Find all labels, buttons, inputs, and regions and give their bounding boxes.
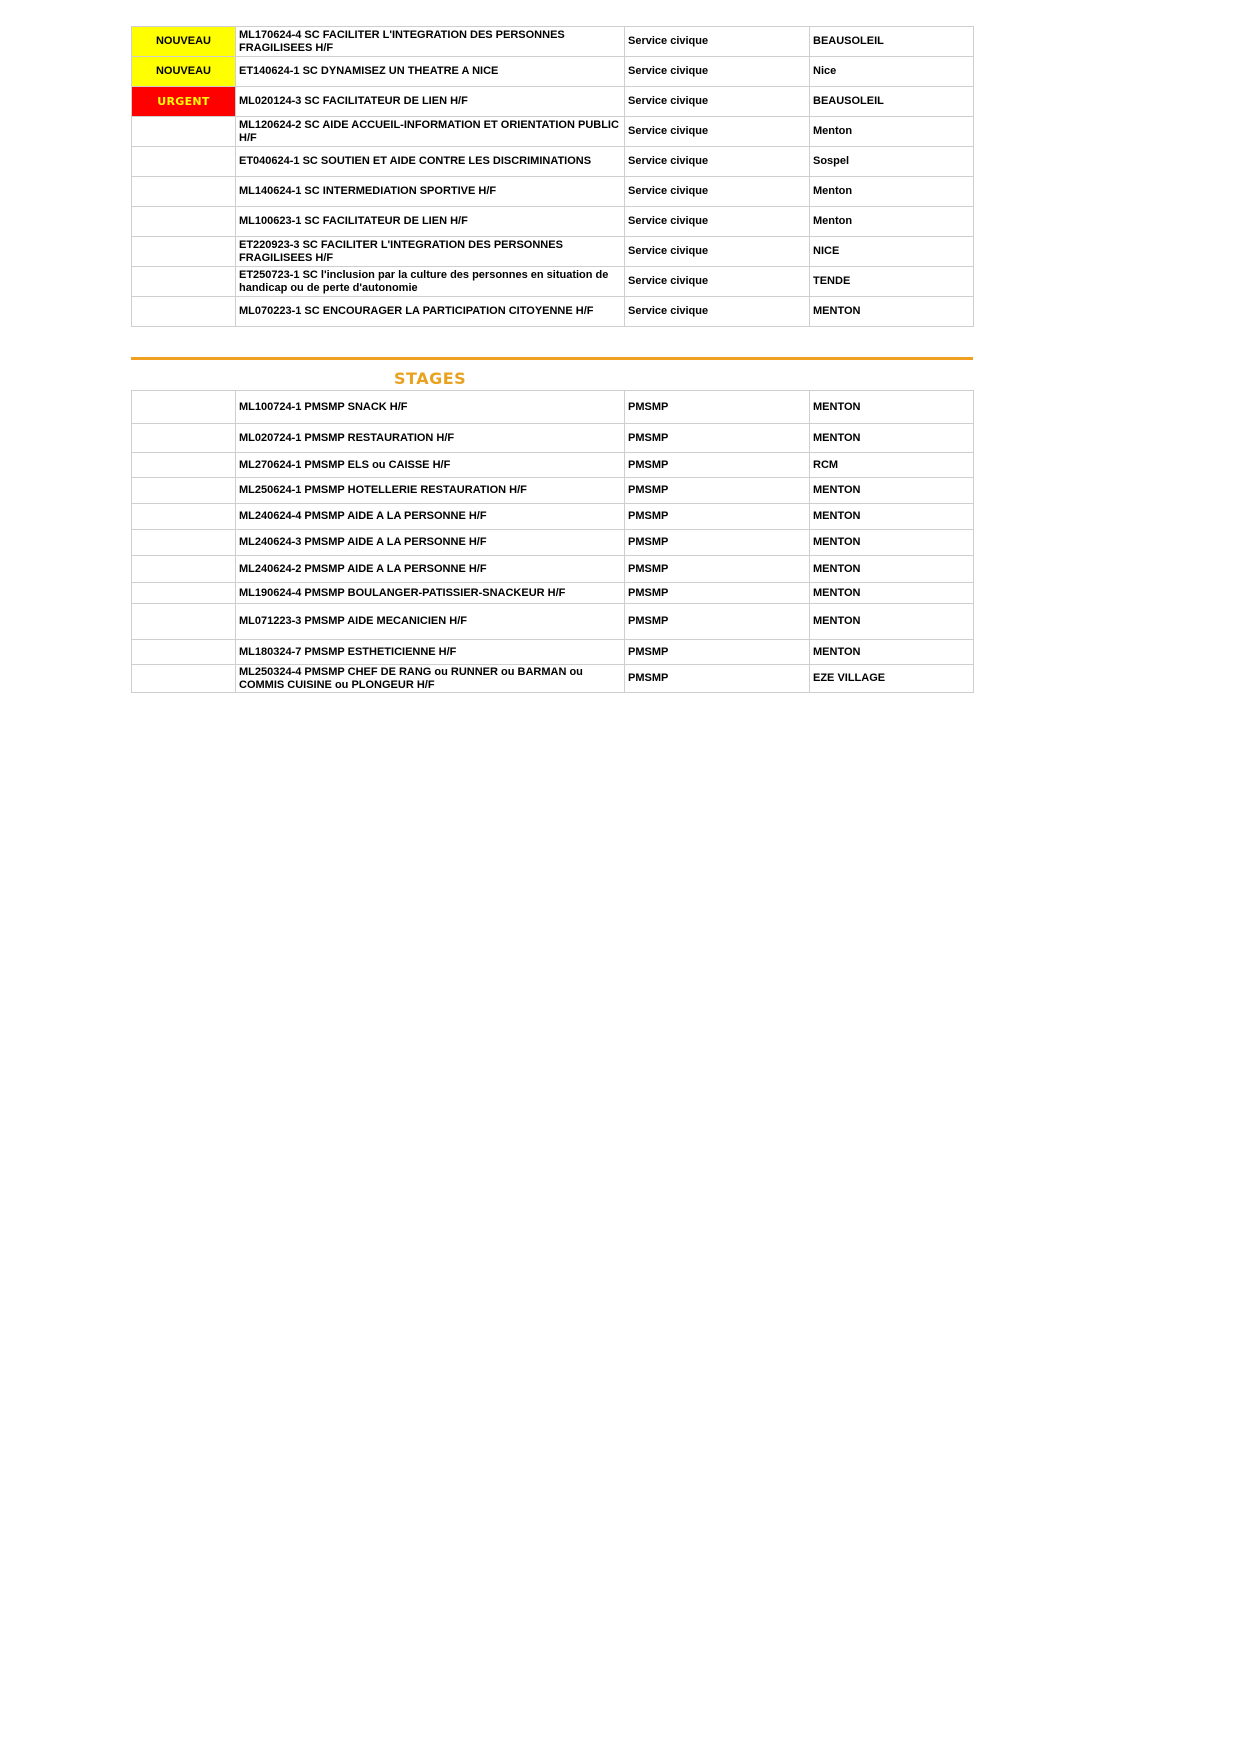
stages-table bbox=[131, 390, 974, 693]
table-row bbox=[132, 57, 974, 87]
empty-badge-cell bbox=[132, 237, 236, 267]
table-row bbox=[132, 640, 974, 665]
table-row bbox=[132, 478, 974, 504]
offer-location: NICE bbox=[810, 237, 974, 267]
table-row bbox=[132, 530, 974, 556]
table-row bbox=[132, 147, 974, 177]
empty-badge-cell bbox=[132, 453, 236, 478]
offer-type: Service civique bbox=[625, 297, 810, 327]
table-row bbox=[132, 424, 974, 453]
offer-type: PMSMP bbox=[625, 604, 810, 640]
empty-badge-cell bbox=[132, 267, 236, 297]
nouveau-badge: NOUVEAU bbox=[132, 57, 236, 87]
offer-location: MENTON bbox=[810, 530, 974, 556]
offer-location: BEAUSOLEIL bbox=[810, 27, 974, 57]
section-divider bbox=[131, 357, 973, 360]
empty-badge-cell bbox=[132, 604, 236, 640]
offer-type: Service civique bbox=[625, 177, 810, 207]
offer-type: PMSMP bbox=[625, 504, 810, 530]
table-row bbox=[132, 237, 974, 267]
offer-title[interactable]: ML020124-3 SC FACILITATEUR DE LIEN H/F bbox=[236, 87, 625, 117]
offer-location: Menton bbox=[810, 207, 974, 237]
table-row bbox=[132, 117, 974, 147]
offer-type: Service civique bbox=[625, 87, 810, 117]
offer-title[interactable]: ET140624-1 SC DYNAMISEZ UN THEATRE A NICE bbox=[236, 57, 625, 87]
table-row bbox=[132, 27, 974, 57]
empty-badge-cell bbox=[132, 665, 236, 693]
offer-type: PMSMP bbox=[625, 424, 810, 453]
offer-location: BEAUSOLEIL bbox=[810, 87, 974, 117]
offer-location: Sospel bbox=[810, 147, 974, 177]
offer-type: PMSMP bbox=[625, 391, 810, 424]
offer-title[interactable]: ML250624-1 PMSMP HOTELLERIE RESTAURATION H/F bbox=[236, 478, 625, 504]
offer-location: MENTON bbox=[810, 604, 974, 640]
table-row bbox=[132, 391, 974, 424]
offer-title[interactable]: ML100623-1 SC FACILITATEUR DE LIEN H/F bbox=[236, 207, 625, 237]
offer-title[interactable]: ET220923-3 SC FACILITER L'INTEGRATION DES PERSONNES FRAGILISEES H/F bbox=[236, 237, 625, 267]
offer-title[interactable]: ML250324-4 PMSMP CHEF DE RANG ou RUNNER ou BARMAN ou COMMIS CUISINE ou PLONGEUR H/F bbox=[236, 665, 625, 693]
offer-type: PMSMP bbox=[625, 665, 810, 693]
offer-title[interactable]: ML240624-4 PMSMP AIDE A LA PERSONNE H/F bbox=[236, 504, 625, 530]
offer-title[interactable]: ET040624-1 SC SOUTIEN ET AIDE CONTRE LES DISCRIMINATIONS bbox=[236, 147, 625, 177]
table-row bbox=[132, 267, 974, 297]
empty-badge-cell bbox=[132, 147, 236, 177]
offer-type: PMSMP bbox=[625, 583, 810, 604]
offer-title[interactable]: ML100724-1 PMSMP SNACK H/F bbox=[236, 391, 625, 424]
offer-location: MENTON bbox=[810, 640, 974, 665]
offer-type: PMSMP bbox=[625, 556, 810, 583]
offer-location: TENDE bbox=[810, 267, 974, 297]
table-row bbox=[132, 87, 974, 117]
offer-location: MENTON bbox=[810, 297, 974, 327]
empty-badge-cell bbox=[132, 530, 236, 556]
offer-location: Menton bbox=[810, 117, 974, 147]
offer-type: Service civique bbox=[625, 267, 810, 297]
empty-badge-cell bbox=[132, 391, 236, 424]
offer-title[interactable]: ML020724-1 PMSMP RESTAURATION H/F bbox=[236, 424, 625, 453]
empty-badge-cell bbox=[132, 640, 236, 665]
offer-type: Service civique bbox=[625, 27, 810, 57]
offer-location: MENTON bbox=[810, 424, 974, 453]
offer-title[interactable]: ML240624-2 PMSMP AIDE A LA PERSONNE H/F bbox=[236, 556, 625, 583]
offer-title[interactable]: ML070223-1 SC ENCOURAGER LA PARTICIPATION CITOYENNE H/F bbox=[236, 297, 625, 327]
offer-title[interactable]: ML071223-3 PMSMP AIDE MECANICIEN H/F bbox=[236, 604, 625, 640]
table-row bbox=[132, 207, 974, 237]
offer-type: Service civique bbox=[625, 237, 810, 267]
empty-badge-cell bbox=[132, 583, 236, 604]
table-row bbox=[132, 583, 974, 604]
offer-type: PMSMP bbox=[625, 530, 810, 556]
table-row bbox=[132, 297, 974, 327]
empty-badge-cell bbox=[132, 207, 236, 237]
table-row bbox=[132, 177, 974, 207]
offer-type: Service civique bbox=[625, 117, 810, 147]
offer-title[interactable]: ML240624-3 PMSMP AIDE A LA PERSONNE H/F bbox=[236, 530, 625, 556]
urgent-badge: URGENT bbox=[132, 87, 236, 117]
nouveau-badge: NOUVEAU bbox=[132, 27, 236, 57]
offer-location: Nice bbox=[810, 57, 974, 87]
offer-location: EZE VILLAGE bbox=[810, 665, 974, 693]
offer-title[interactable]: ML120624-2 SC AIDE ACCUEIL-INFORMATION ET ORIENTATION PUBLIC H/F bbox=[236, 117, 625, 147]
stages-section-title: STAGES bbox=[394, 369, 467, 388]
offer-title[interactable]: ET250723-1 SC l'inclusion par la culture des personnes en situation de handicap ou de perte d'autonomie bbox=[236, 267, 625, 297]
empty-badge-cell bbox=[132, 117, 236, 147]
table-row bbox=[132, 604, 974, 640]
offer-type: Service civique bbox=[625, 147, 810, 177]
empty-badge-cell bbox=[132, 424, 236, 453]
empty-badge-cell bbox=[132, 556, 236, 583]
offer-title[interactable]: ML270624-1 PMSMP ELS ou CAISSE H/F bbox=[236, 453, 625, 478]
offer-title[interactable]: ML140624-1 SC INTERMEDIATION SPORTIVE H/F bbox=[236, 177, 625, 207]
offer-title[interactable]: ML190624-4 PMSMP BOULANGER-PATISSIER-SNACKEUR H/F bbox=[236, 583, 625, 604]
offer-location: MENTON bbox=[810, 478, 974, 504]
offer-location: MENTON bbox=[810, 583, 974, 604]
offer-location: MENTON bbox=[810, 391, 974, 424]
offer-location: Menton bbox=[810, 177, 974, 207]
offer-type: Service civique bbox=[625, 57, 810, 87]
offer-type: PMSMP bbox=[625, 453, 810, 478]
offer-location: MENTON bbox=[810, 504, 974, 530]
offer-type: PMSMP bbox=[625, 478, 810, 504]
service-civique-table bbox=[131, 26, 974, 327]
offer-title[interactable]: ML180324-7 PMSMP ESTHETICIENNE H/F bbox=[236, 640, 625, 665]
empty-badge-cell bbox=[132, 478, 236, 504]
table-row bbox=[132, 504, 974, 530]
offer-type: PMSMP bbox=[625, 640, 810, 665]
empty-badge-cell bbox=[132, 504, 236, 530]
offer-title[interactable]: ML170624-4 SC FACILITER L'INTEGRATION DES PERSONNES FRAGILISEES H/F bbox=[236, 27, 625, 57]
table-row bbox=[132, 556, 974, 583]
offer-location: MENTON bbox=[810, 556, 974, 583]
empty-badge-cell bbox=[132, 297, 236, 327]
table-row bbox=[132, 665, 974, 693]
offer-location: RCM bbox=[810, 453, 974, 478]
offer-type: Service civique bbox=[625, 207, 810, 237]
empty-badge-cell bbox=[132, 177, 236, 207]
table-row bbox=[132, 453, 974, 478]
